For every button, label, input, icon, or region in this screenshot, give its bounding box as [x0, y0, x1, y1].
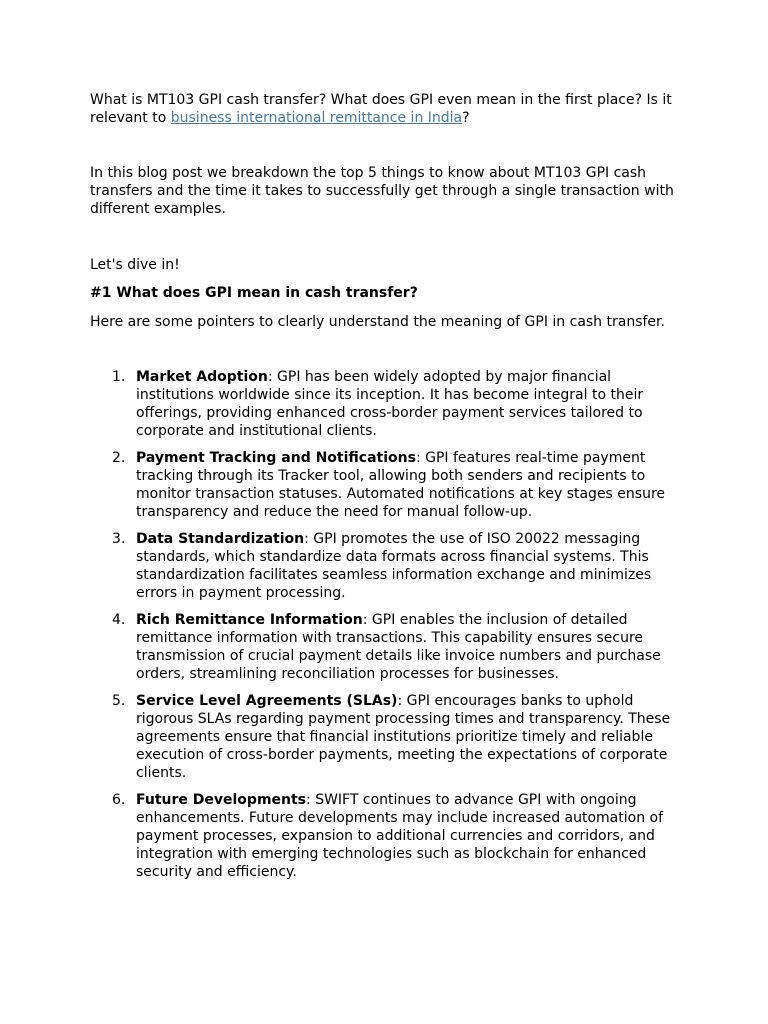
list-item [90, 611, 680, 683]
list-item-text: : GPI enables the inclusion of detailed remittance information with transactions. This capability ensures secure transmission of crucial payment details like invoice numbers and purchase orders, streamlining reconciliation processes for businesses. [136, 612, 661, 682]
list-item [90, 791, 680, 881]
list-number: 5. [112, 693, 126, 709]
list-item-text: : GPI encourages banks to uphold rigorous SLAs regarding payment processing times and transparency. These agreements ensure that financial institutions prioritize timely and reliable execution of cross-border payments, meeting the expectations of corporate clients. [136, 693, 671, 781]
list-number: 6. [112, 792, 126, 808]
list-item-title: Rich Remittance Information [136, 612, 363, 628]
list-item-title: Market Adoption [136, 369, 268, 385]
list-item-text: : GPI promotes the use of ISO 20022 messaging standards, which standardize data formats across financial systems. This standardization facilitates seamless information exchange and minimizes errors in payment processing. [136, 531, 652, 601]
section-heading: #1 What does GPI mean in cash transfer? [90, 285, 418, 301]
list-item-title: Payment Tracking and Notifications [136, 450, 416, 466]
intro-paragraph [90, 91, 680, 127]
list-item-title: Service Level Agreements (SLAs) [136, 693, 398, 709]
list-item [90, 692, 680, 782]
remittance-india-link[interactable]: business international remittance in India [170, 110, 463, 126]
pointers-intro: Here are some pointers to clearly understand the meaning of GPI in cash transfer. [90, 314, 665, 330]
list-item-text: : GPI has been widely adopted by major financial institutions worldwide since its inception. It has become integral to their offerings, providing enhanced cross-border payment services tailored to corporate and institutional clients. [136, 369, 644, 439]
list-item-text: : SWIFT continues to advance GPI with ongoing enhancements. Future developments may include increased automation of payment processes, expansion to additional currencies and corridors, and integration with emerging technologies such as blockchain for enhanced security and efficiency. [136, 792, 664, 880]
list-item [90, 368, 680, 440]
list-item-text: : GPI features real-time payment tracking through its Tracker tool, allowing both senders and recipients to monitor transaction statuses. Automated notifications at key stages ensure transparency and reduce the need for manual follow-up. [136, 450, 666, 520]
list-number: 3. [112, 531, 126, 547]
list-item-title: Future Developments [136, 792, 307, 808]
list-item [90, 449, 680, 521]
list-number: 2. [112, 450, 126, 466]
intro-text: What is MT103 GPI cash transfer? What does GPI even mean in the first place? Is it relevant to [90, 92, 672, 126]
intro-text-end: ? [462, 110, 470, 126]
document-page [90, 91, 680, 890]
list-number: 4. [112, 612, 126, 628]
gpi-points-list [90, 368, 680, 881]
list-number: 1. [112, 369, 126, 385]
breakdown-paragraph: In this blog post we breakdown the top 5 things to know about MT103 GPI cash transfers and the time it takes to successfully get through a single transaction with different examples. [90, 165, 674, 217]
list-item-title: Data Standardization [136, 531, 305, 547]
dive-in-paragraph: Let's dive in! [90, 257, 180, 273]
list-item [90, 530, 680, 602]
